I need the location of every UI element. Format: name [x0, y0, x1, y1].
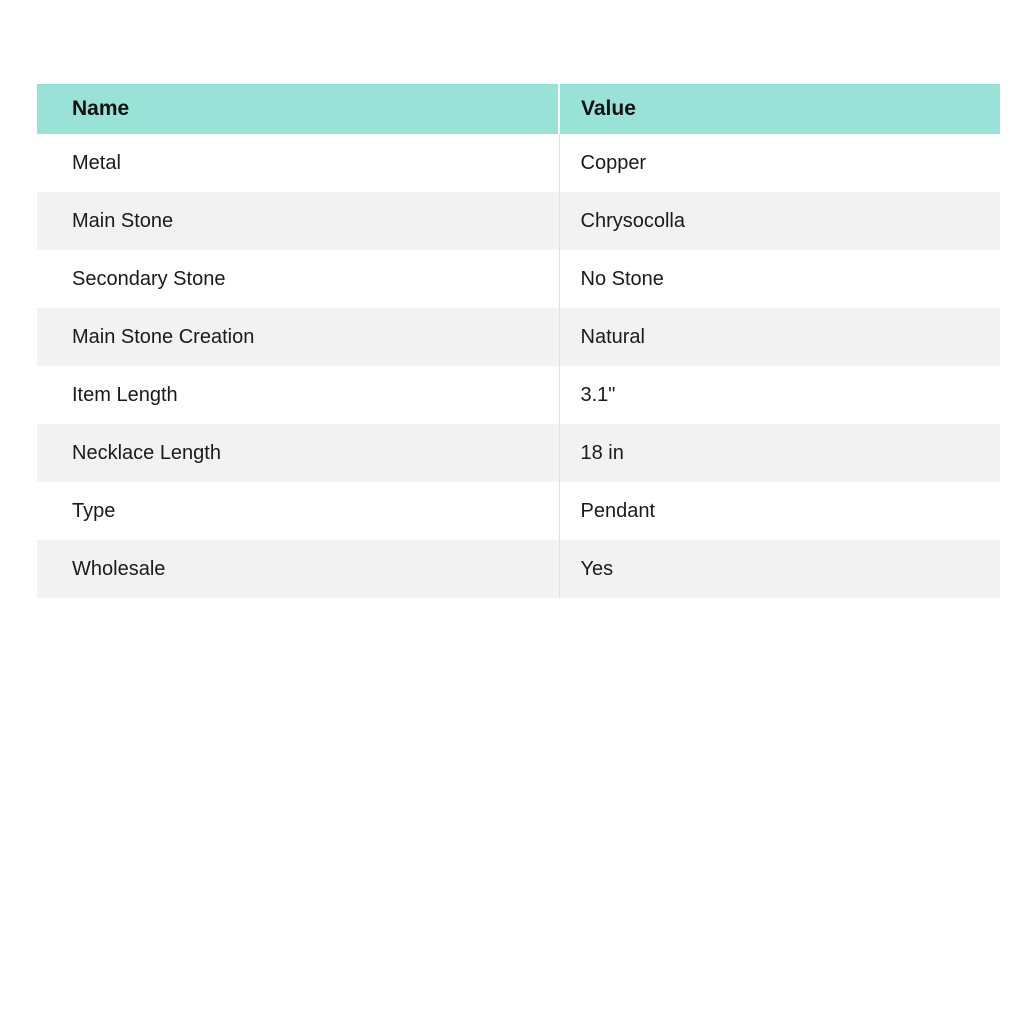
- attribute-value-cell: 3.1": [559, 366, 1000, 424]
- table-row: [37, 192, 1000, 250]
- attribute-name-cell: Item Length: [72, 383, 178, 406]
- table-row: [37, 540, 1000, 598]
- attributes-table: [37, 84, 1000, 598]
- attribute-value-cell: Pendant: [559, 482, 1000, 540]
- attribute-name-cell: Main Stone Creation: [72, 325, 255, 348]
- table-row: [37, 424, 1000, 482]
- attribute-value-cell: No Stone: [559, 250, 1000, 308]
- attribute-name-cell: Metal: [72, 151, 121, 174]
- attribute-value-cell: Natural: [559, 308, 1000, 366]
- table-row: [37, 308, 1000, 366]
- attribute-name-cell: Necklace Length: [72, 441, 221, 464]
- table-row: [37, 366, 1000, 424]
- attribute-value-cell: Chrysocolla: [559, 192, 1000, 250]
- attribute-name-cell: Type: [72, 499, 116, 522]
- table-header-row: [37, 84, 1000, 134]
- table-row: [37, 482, 1000, 540]
- attribute-name-cell: Main Stone: [72, 209, 174, 232]
- table-body: [37, 134, 1000, 598]
- table-row: [37, 134, 1000, 192]
- column-header-value: Value: [559, 84, 1000, 134]
- attribute-value-cell: Copper: [559, 134, 1000, 192]
- attribute-name-cell: Secondary Stone: [72, 267, 226, 290]
- column-header-name: Name: [37, 84, 559, 134]
- attribute-name-cell: Wholesale: [72, 557, 166, 580]
- table-row: [37, 250, 1000, 308]
- attribute-value-cell: Yes: [559, 540, 1000, 598]
- attribute-value-cell: 18 in: [559, 424, 1000, 482]
